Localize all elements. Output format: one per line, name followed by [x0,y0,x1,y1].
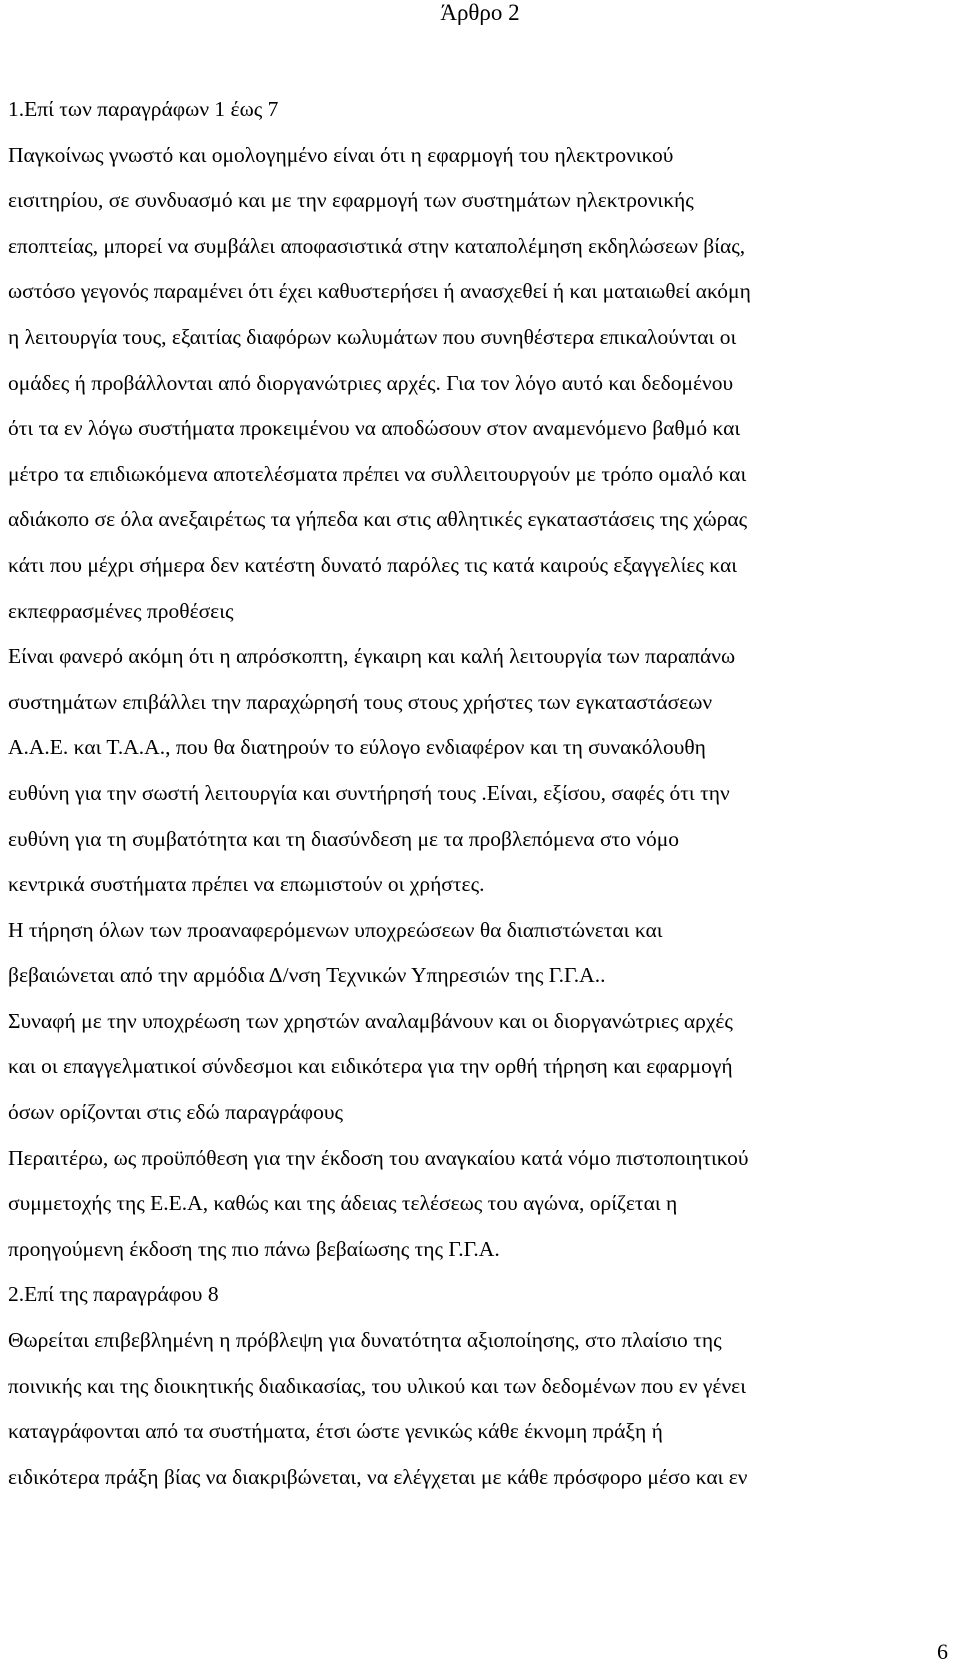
text-line: όσων ορίζονται στις εδώ παραγράφους [8,1100,344,1125]
text-line: εκπεφρασμένες προθέσεις [8,598,234,623]
article-title: Άρθρο 2 [440,0,520,25]
page-number: 6 [937,1639,948,1664]
text-line: ποινικής και της διοικητικής διαδικασίας, του υλικού και των δεδομένων που εν γένει [8,1373,746,1398]
text-line: Περαιτέρω, ως προϋπόθεση για την έκδοση του αναγκαίου κατά νόμο πιστοποιητικού [8,1145,749,1170]
text-line: ευθύνη για τη συμβατότητα και τη διασύνδεση με τα προβλεπόμενα στο νόμο [8,826,680,851]
text-line: κάτι που μέχρι σήμερα δεν κατέστη δυνατό παρόλες τις κατά καιρούς εξαγγελίες και [8,552,737,577]
text-line: ειδικότερα πράξη βίας να διακριβώνεται, να ελέγχεται με κάθε πρόσφορο μέσο και εν [8,1464,748,1489]
text-line: προηγούμενη έκδοση της πιο πάνω βεβαίωσης της Γ.Γ.Α. [8,1236,500,1261]
text-line: συμμετοχής της Ε.Ε.Α, καθώς και της άδειας τελέσεως του αγώνα, ορίζεται η [8,1191,678,1216]
text-line: Είναι φανερό ακόμη ότι η απρόσκοπτη, έγκαιρη και καλή λειτουργία των παραπάνω [8,644,736,669]
text-line: Παγκοίνως γνωστό και ομολογημένο είναι ότι η εφαρμογή του ηλεκτρονικού [8,142,674,167]
text-line: η λειτουργία τους, εξαιτίας διαφόρων κωλυμάτων που συνηθέστερα επικαλούνται οι [8,324,737,349]
heading-paragraph-1-7: 1.Επί των παραγράφων 1 έως 7 [8,97,279,121]
text-line: βεβαιώνεται από την αρμόδια Δ/νση Τεχνικών Υπηρεσιών της Γ.Γ.Α.. [8,963,606,988]
text-line: ευθύνη για την σωστή λειτουργία και συντήρησή τους .Είναι, εξίσου, σαφές ότι την [8,780,730,805]
text-line: μέτρο τα επιδιωκόμενα αποτελέσματα πρέπει να συλλειτουργούν με τρόπο ομαλό και [8,461,747,486]
text-line: καταγράφονται από τα συστήματα, έτσι ώστε γενικώς κάθε έκνομη πράξη ή [8,1419,663,1444]
text-line: κεντρικά συστήματα πρέπει να επωμιστούν οι χρήστες. [8,872,485,897]
text-line: ομάδες ή προβάλλονται από διοργανώτριες αρχές. Για τον λόγο αυτό και δεδομένου [8,370,734,395]
document-body [8,87,948,1500]
text-line: συστημάτων επιβάλλει την παραχώρησή τους στους χρήστες των εγκαταστάσεων [8,689,713,714]
text-line: Α.Α.Ε. και Τ.Α.Α., που θα διατηρούν το εύλογο ενδιαφέρον και τη συνακόλουθη [8,735,706,760]
text-line: Συναφή με την υποχρέωση των χρηστών αναλαμβάνουν και οι διοργανώτριες αρχές [8,1008,733,1033]
text-line: ωστόσο γεγονός παραμένει ότι έχει καθυστερήσει ή ανασχεθεί ή και ματαιωθεί ακόμη [8,279,751,304]
text-line: εποπτείας, μπορεί να συμβάλει αποφασιστικά στην καταπολέμηση εκδηλώσεων βίας, [8,233,746,258]
heading-paragraph-8: 2.Επί της παραγράφου 8 [8,1282,219,1307]
text-line: Η τήρηση όλων των προαναφερόμενων υποχρεώσεων θα διαπιστώνεται και [8,917,663,942]
text-line: εισιτηρίου, σε συνδυασμό και με την εφαρμογή των συστημάτων ηλεκτρονικής [8,188,694,213]
text-line: και οι επαγγελματικοί σύνδεσμοι και ειδικότερα για την ορθή τήρηση και εφαρμογή [8,1054,733,1079]
text-line: ότι τα εν λόγω συστήματα προκειμένου να αποδώσουν στον αναμενόμενο βαθμό και [8,416,741,441]
text-line: Θωρείται επιβεβλημένη η πρόβλεψη για δυνατότητα αξιοποίησης, στο πλαίσιο της [8,1328,722,1353]
text-line: αδιάκοπο σε όλα ανεξαιρέτως τα γήπεδα και στις αθλητικές εγκαταστάσεις της χώρας [8,507,748,532]
